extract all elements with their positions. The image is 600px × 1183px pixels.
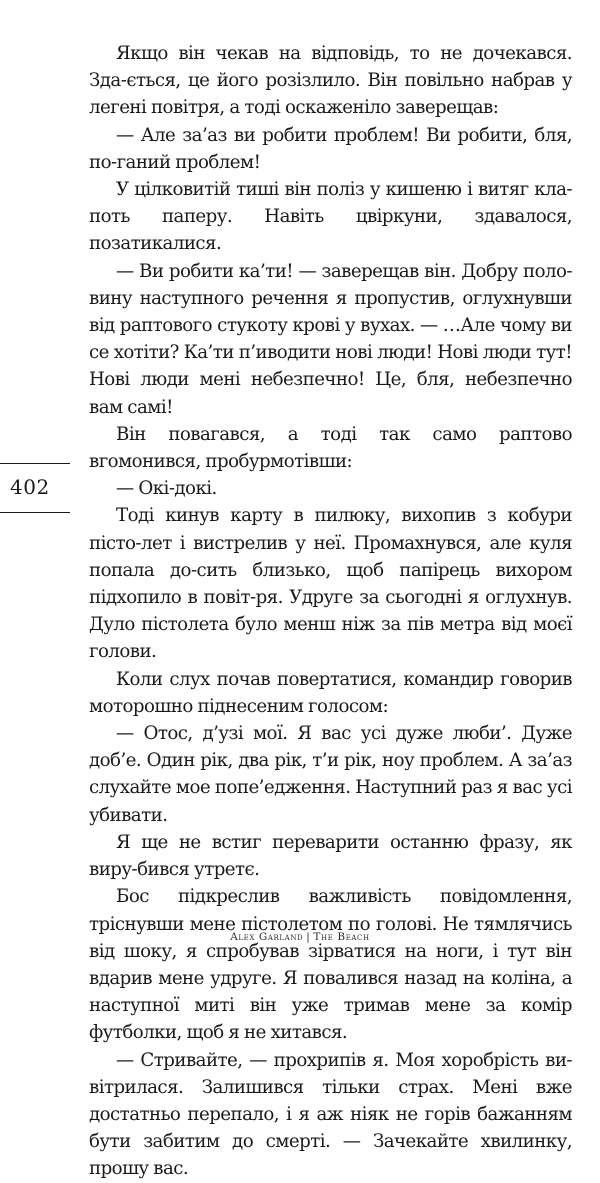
paragraph-9: — Отос, д’узі мої. Я вас усі дуже люби’. Дуже доб’е. Один рік, два рік, т’и рік, ноу проблем. А за’аз слухайте мое попе’едження. Наступний раз я вас усі убивати.	[89, 723, 572, 826]
paragraph-12: — Стривайте, — прохрипів я. Моя хоробрість ви-вітрилася. Залишився тільки страх. Мені вже достатньо перепало, і я аж ніяк не горів бажанням бути забитим до смерті. — Зачекайте хвилинку, прошу вас.	[89, 1049, 572, 1180]
footer-title: The Beach	[313, 931, 370, 943]
page-number-marker	[0, 463, 70, 513]
page-number-rule-bottom	[0, 512, 70, 513]
paragraph-5: Він повагався, а тоді так само раптово вгомонився, пробурмотівши:	[89, 423, 572, 473]
footer-author: Alex Garland	[230, 931, 304, 943]
paragraph-2: — Але за’аз ви робити проблем! Ви робити, бля, по-ганий проблем!	[89, 124, 572, 173]
paragraph-4: — Ви робити ка’ти! — заверещав він. Добру поло-вину наступного речення я пропустив, оглухнувши від раптового стукоту крові у вухах. — …Але чому ви се хотіти? Ка’ти п’иводити нові люди! Нові люди тут! Нові люди мені небезпечно! Це, бля, небезпечно вам самі!	[89, 260, 572, 418]
paragraph-1: Якщо він чекав на відповідь, то не дочекався. Зда-ється, це його розізлило. Він повільно набрав у легені повітря, а тоді оскаженіло заверещав:	[89, 43, 572, 119]
footer-separator: |	[306, 931, 311, 943]
paragraph-7: Тоді кинув карту в пилюку, вихопив з кобури пісто-лет і вистрелив у неї. Промахнувся, але куля попала до-сить близько, щоб папірець вихором підхопило в повіт-ря. Удруге за сьогодні я оглухнув. Дуло пістолета було менш ніж за пів метра від моєї голови.	[89, 505, 572, 663]
running-footer	[0, 930, 600, 944]
paragraph-8: Коли слух почав повертатися, командир говорив моторошно піднесеним голосом:	[89, 668, 572, 717]
page-number: 402	[10, 475, 50, 499]
paragraph-11: Бос підкреслив важливість повідомлення, тріснувши мене пістолетом по голові. Не тямлячись від шоку, я спробував зірватися на ноги, і тут він вдарив мене удруге. Я повалився назад на коліна, а наступної миті він уже тримав мене за комір футболки, щоб я не хитався.	[89, 886, 572, 1044]
paragraph-3: У цілковитій тиші він поліз у кишеню і витяг кла-поть паперу. Навіть цвіркуни, здавалося, позатикалися.	[89, 179, 572, 255]
paragraph-6: — Окі-докі.	[116, 478, 217, 500]
page-number-rule-top	[0, 463, 70, 464]
body-text	[89, 40, 572, 1183]
paragraph-10: Я ще не встиг переварити останню фразу, як виру-бився утретє.	[89, 831, 572, 881]
